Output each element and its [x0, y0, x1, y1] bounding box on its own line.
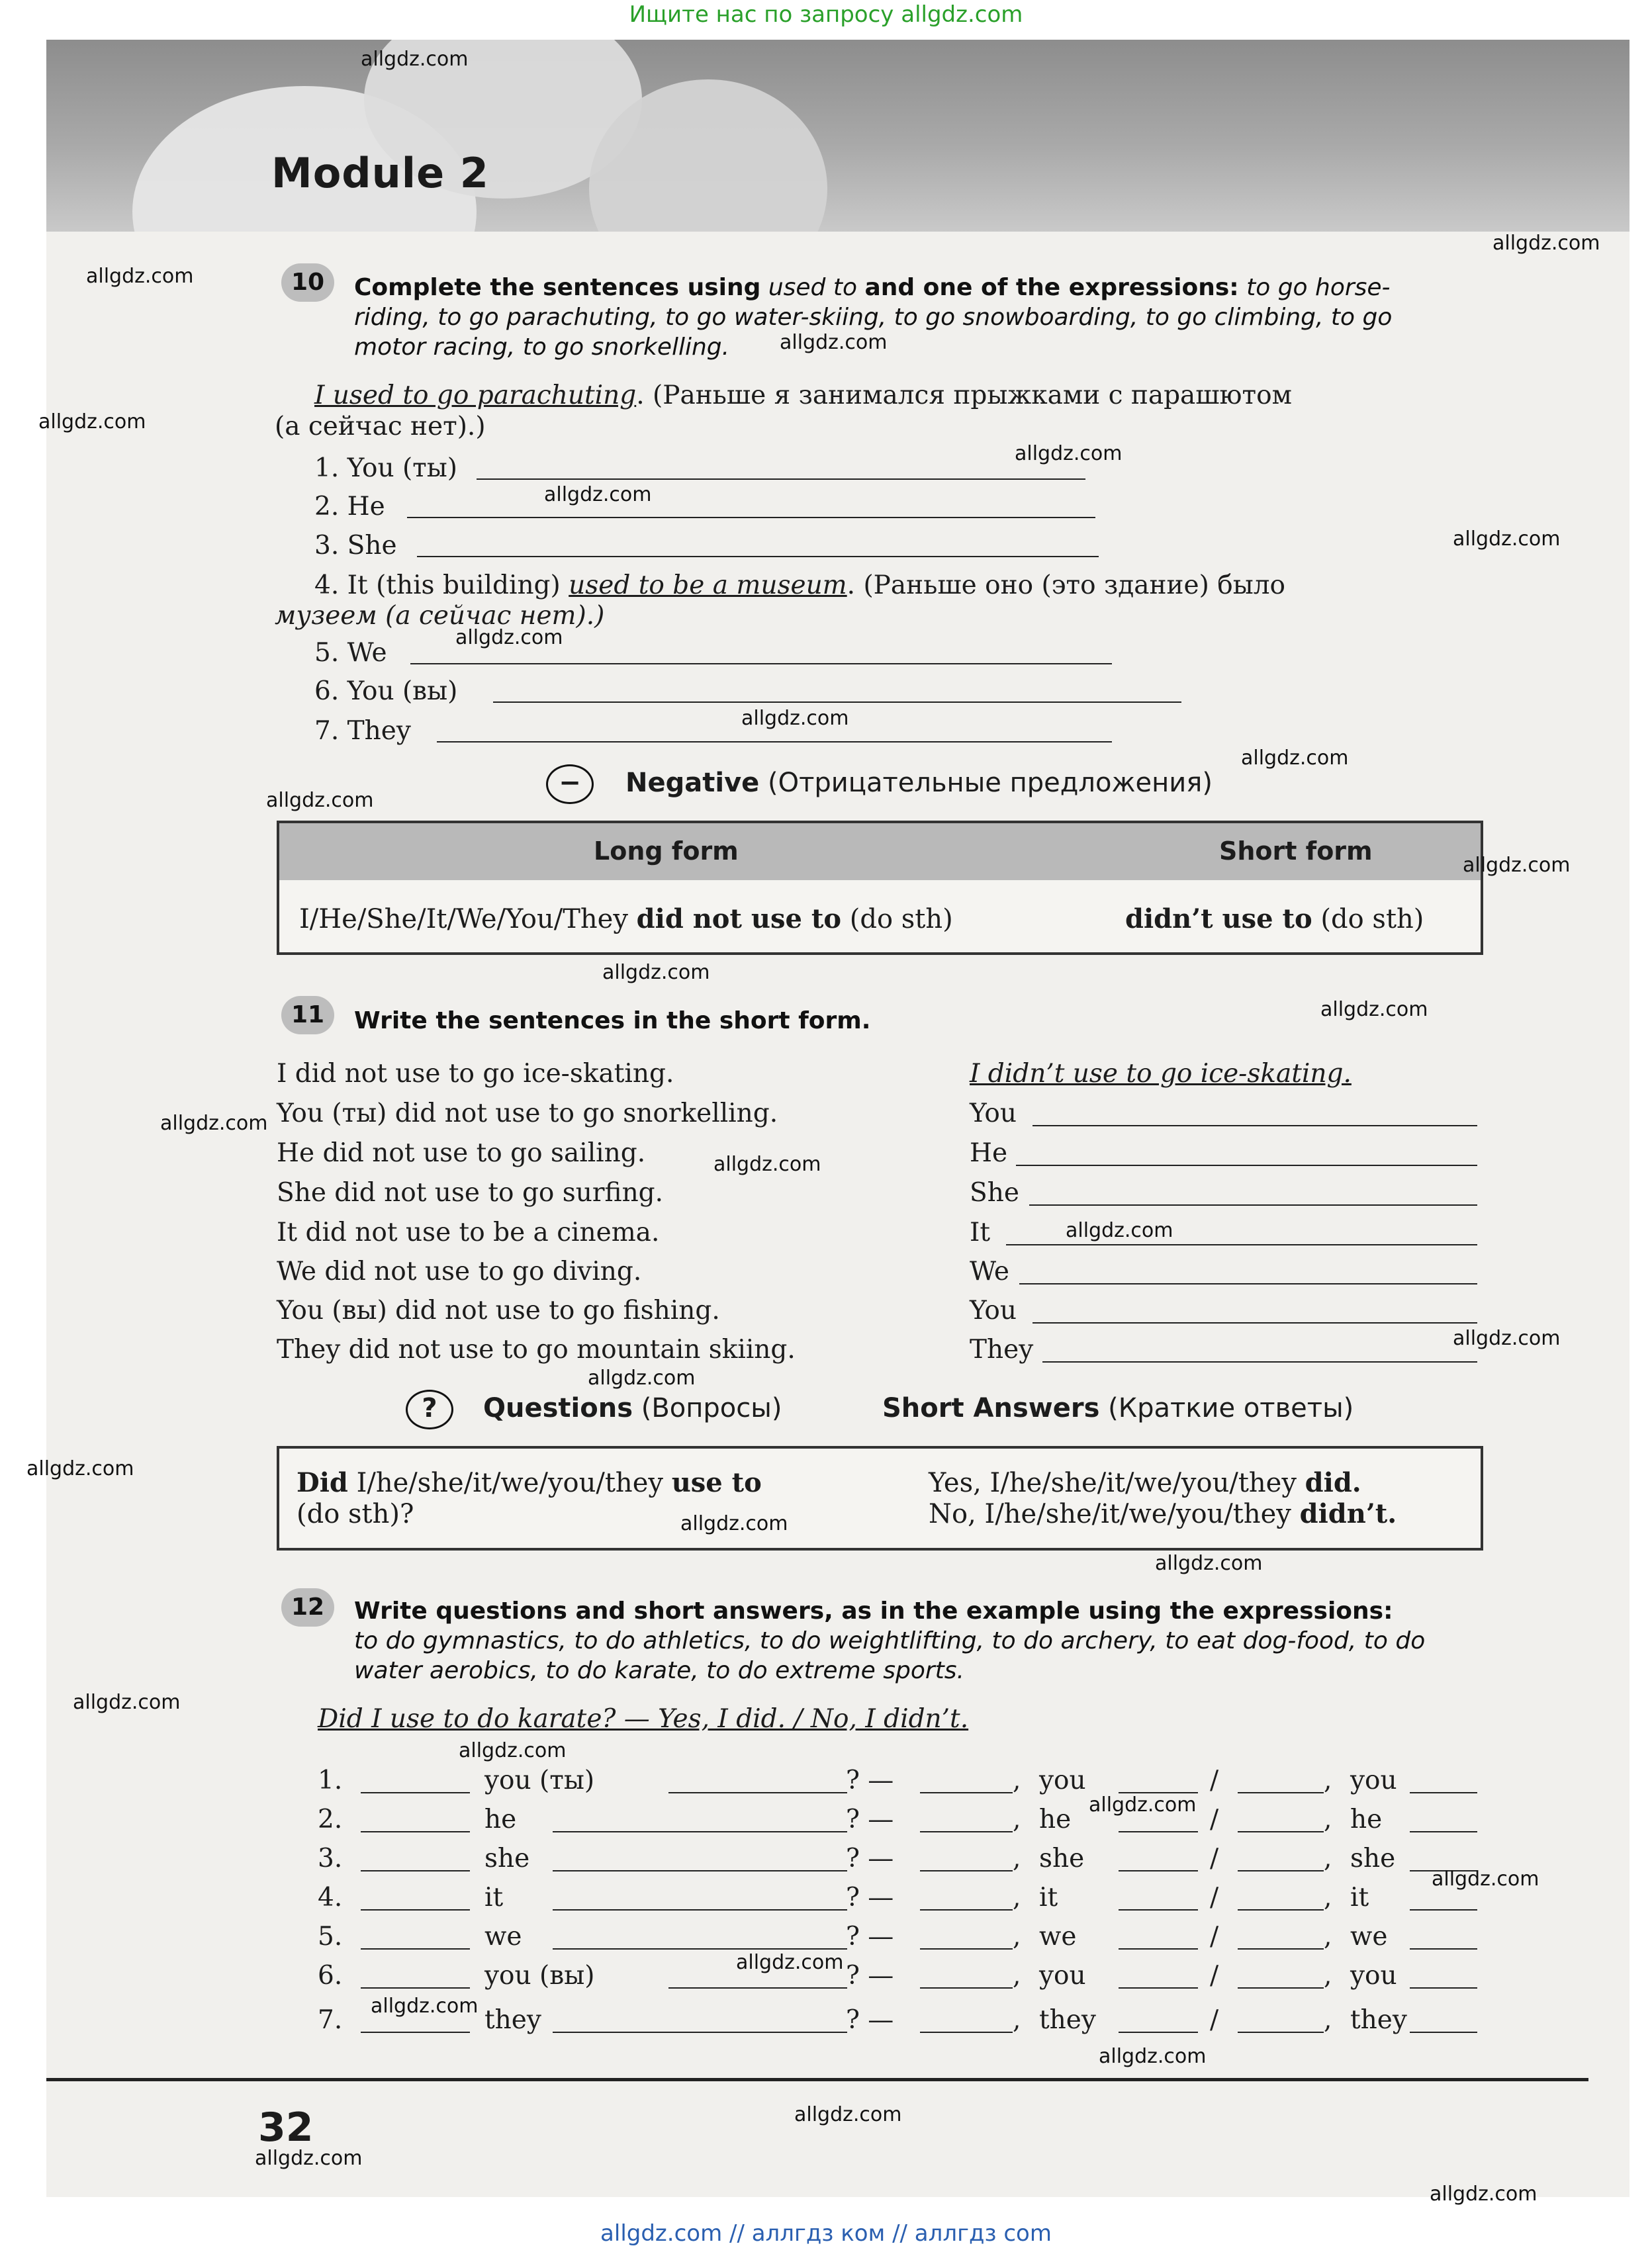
exercise-12-row-comma: ,: [1013, 2005, 1021, 2035]
watermark: allgdz.com: [1015, 442, 1123, 465]
answer-line[interactable]: [361, 1870, 470, 1871]
answer-line[interactable]: [361, 1909, 470, 1911]
exercise-12-row-comma: ,: [1013, 1844, 1021, 1873]
page-number: 32: [258, 2104, 314, 2151]
answer-line[interactable]: [1238, 1909, 1324, 1911]
exercise-11-subject: You: [970, 1296, 1017, 1326]
exercise-11-sentence: It did not use to be a cinema.: [277, 1218, 660, 1247]
watermark: allgdz.com: [26, 1457, 134, 1480]
exercise-11-example-answer: I didn’t use to go ice-skating.: [970, 1059, 1352, 1089]
answer-line[interactable]: [1410, 1987, 1477, 1989]
watermark: allgdz.com: [255, 2147, 363, 2170]
exercise-12-row-answer-subject: you: [1350, 1961, 1397, 1991]
answer-line[interactable]: [1238, 1870, 1324, 1871]
exercise-11-subject: He: [970, 1138, 1008, 1168]
negative-table-header: [279, 823, 1481, 880]
bottom-banner[interactable]: allgdz.com // аллгдз ком // аллгдз com: [600, 2220, 1052, 2247]
watermark: allgdz.com: [1099, 2045, 1207, 2068]
answer-line[interactable]: [553, 1870, 847, 1871]
exercise-12-row-comma: ,: [1013, 1883, 1021, 1913]
exercise-12-row-slash: /: [1210, 1844, 1219, 1873]
answer-line[interactable]: [1119, 2032, 1198, 2033]
exercise-12-row-comma: ,: [1324, 1922, 1332, 1952]
exercise-12-row-comma: ,: [1013, 1805, 1021, 1834]
header-band: [46, 40, 1629, 232]
answer-line[interactable]: [1119, 1909, 1198, 1911]
exercise-12-row-comma: ,: [1324, 1805, 1332, 1834]
watermark: allgdz.com: [459, 1739, 567, 1762]
exercise-12-row-dash: ? —: [846, 1805, 894, 1834]
watermark: allgdz.com: [794, 2103, 902, 2126]
watermark: allgdz.com: [1453, 1327, 1561, 1350]
exercise-12-row-answer-subject: you: [1350, 1766, 1397, 1795]
answer-line[interactable]: [668, 1987, 847, 1989]
exercise-12-row-dash: ? —: [846, 1766, 894, 1795]
watermark: allgdz.com: [86, 265, 194, 288]
watermark: allgdz.com: [713, 1153, 821, 1176]
answer-line[interactable]: [920, 1909, 1013, 1911]
exercise-10-badge: 10: [281, 263, 334, 302]
exercise-12-row-comma: ,: [1324, 1766, 1332, 1795]
exercise-12-row-number: 3.: [318, 1844, 343, 1873]
answer-line[interactable]: [437, 741, 1112, 743]
answer-line[interactable]: [361, 1987, 470, 1989]
exercise-12-row-subject: you (ты): [484, 1766, 595, 1795]
exercise-12-row-slash: /: [1210, 1805, 1219, 1834]
answer-line[interactable]: [920, 1831, 1013, 1832]
exercise-10-item: 5. We: [314, 638, 387, 668]
exercise-12-row-number: 1.: [318, 1766, 343, 1795]
watermark: allgdz.com: [455, 626, 563, 649]
watermark: allgdz.com: [38, 410, 146, 433]
exercise-12-row-slash: /: [1210, 1961, 1219, 1991]
question-form: Did I/he/she/it/we/you/they use to: [297, 1467, 762, 1498]
answer-line[interactable]: [410, 663, 1112, 664]
answer-line[interactable]: [1238, 1792, 1324, 1793]
answer-line[interactable]: [553, 2032, 847, 2033]
answer-line[interactable]: [1410, 1948, 1477, 1950]
answer-line[interactable]: [361, 1792, 470, 1793]
answer-line[interactable]: [668, 1792, 847, 1793]
exercise-12-row-comma: ,: [1013, 1766, 1021, 1795]
exercise-12-badge: 12: [281, 1588, 334, 1627]
exercise-11-sentence: We did not use to go diving.: [277, 1257, 642, 1286]
short-form-header: Short form: [1219, 836, 1373, 866]
watermark: allgdz.com: [588, 1367, 696, 1390]
exercise-10-item: 2. He: [314, 492, 385, 521]
answer-line[interactable]: [1119, 1870, 1198, 1871]
exercise-12-row-answer-subject: he: [1039, 1805, 1072, 1834]
answer-line[interactable]: [1006, 1244, 1477, 1245]
answer-line[interactable]: [1238, 1948, 1324, 1950]
watermark: allgdz.com: [371, 1995, 479, 2018]
watermark: allgdz.com: [736, 1951, 844, 1974]
exercise-12-row-slash: /: [1210, 1922, 1219, 1952]
answer-line[interactable]: [1410, 2032, 1477, 2033]
answer-line[interactable]: [1119, 1948, 1198, 1950]
top-banner[interactable]: Ищите нас по запросу allgdz.com: [629, 1, 1023, 28]
answer-line[interactable]: [361, 1831, 470, 1832]
exercise-11-sentence: They did not use to go mountain skiing.: [277, 1335, 796, 1365]
exercise-11-subject: They: [970, 1335, 1034, 1365]
exercise-12-row-dash: ? —: [846, 1883, 894, 1913]
exercise-12-row-answer-subject: you: [1039, 1766, 1086, 1795]
answer-line[interactable]: [417, 556, 1099, 557]
exercise-11-subject: It: [970, 1218, 991, 1247]
exercise-12-row-subject: we: [484, 1922, 522, 1952]
answer-line[interactable]: [920, 1792, 1013, 1793]
answer-line[interactable]: [1238, 1831, 1324, 1832]
exercise-11-subject: We: [970, 1257, 1009, 1286]
answer-line[interactable]: [361, 1948, 470, 1950]
watermark: allgdz.com: [780, 331, 888, 354]
watermark: allgdz.com: [266, 789, 374, 812]
watermark: allgdz.com: [1430, 2183, 1537, 2206]
exercise-11-sentence: He did not use to go sailing.: [277, 1138, 646, 1168]
exercise-12-row-dash: ? —: [846, 1961, 894, 1991]
exercise-12-row-answer-subject: we: [1039, 1922, 1077, 1952]
exercise-12-row-number: 6.: [318, 1961, 343, 1991]
exercise-12-example: Did I use to do karate? — Yes, I did. / No, I didn’t.: [318, 1704, 969, 1734]
watermark: allgdz.com: [73, 1691, 181, 1714]
exercise-12-row-answer-subject: she: [1039, 1844, 1085, 1873]
module-title: Module 2: [271, 149, 489, 197]
exercise-12-row-comma: ,: [1013, 1961, 1021, 1991]
answer-line[interactable]: [1238, 2032, 1324, 2033]
answer-line[interactable]: [553, 1909, 847, 1911]
watermark: allgdz.com: [1089, 1793, 1197, 1817]
exercise-12-row-answer-subject: they: [1350, 2005, 1407, 2035]
exercise-12-row-answer-subject: we: [1350, 1922, 1388, 1952]
exercise-12-row-dash: ? —: [846, 1922, 894, 1952]
watermark: allgdz.com: [361, 48, 469, 71]
answer-line[interactable]: [1410, 1831, 1477, 1832]
exercise-12-row-number: 4.: [318, 1883, 343, 1913]
answer-line[interactable]: [1119, 1987, 1198, 1989]
answer-line[interactable]: [1019, 1283, 1477, 1284]
exercise-10-item: 3. She: [314, 531, 397, 561]
watermark: allgdz.com: [160, 1112, 268, 1135]
exercise-10-instruction: Complete the sentences using used to and one of the expressions: to go horse- riding, to go parachuting, to go water-skiing, to go snowboarding, to go climbing, to go motor racing, to go snorkelling.: [354, 274, 1393, 361]
questions-heading: Questions (Вопросы): [483, 1393, 782, 1423]
watermark: allgdz.com: [1320, 998, 1428, 1021]
answer-line[interactable]: [553, 1831, 847, 1832]
exercise-12-row-comma: ,: [1324, 1844, 1332, 1873]
answer-line[interactable]: [1042, 1361, 1477, 1363]
exercise-12-row-number: 5.: [318, 1922, 343, 1952]
exercise-10-item-4: 4. It (this building) used to be a museum. (Раньше оно (это здание) было: [314, 570, 1285, 600]
answer-line[interactable]: [1032, 1322, 1477, 1324]
watermark: allgdz.com: [1492, 232, 1600, 255]
watermark: allgdz.com: [1463, 854, 1571, 877]
exercise-12-row-answer-subject: you: [1039, 1961, 1086, 1991]
watermark: allgdz.com: [1066, 1219, 1173, 1242]
exercise-10-item: 7. They: [314, 716, 411, 746]
answer-line[interactable]: [493, 701, 1181, 703]
watermark: allgdz.com: [1432, 1868, 1539, 1891]
watermark: allgdz.com: [544, 483, 652, 506]
answer-line[interactable]: [920, 2032, 1013, 2033]
exercise-12-row-comma: ,: [1324, 1883, 1332, 1913]
exercise-12-row-comma: ,: [1324, 1961, 1332, 1991]
answer-line[interactable]: [920, 1987, 1013, 1989]
exercise-12-row-answer-subject: it: [1039, 1883, 1058, 1913]
watermark: allgdz.com: [1241, 746, 1349, 770]
exercise-11-sentence: You (ты) did not use to go snorkelling.: [277, 1099, 778, 1128]
answer-line[interactable]: [361, 2032, 470, 2033]
exercise-11-sentence: I did not use to go ice-skating.: [277, 1059, 674, 1089]
exercise-10-item-4-translation: музеем (а сейчас нет).): [275, 601, 605, 631]
exercise-11-sentence: You (вы) did not use to go fishing.: [277, 1296, 720, 1326]
exercise-12-row-comma: ,: [1324, 2005, 1332, 2035]
exercise-12-row-answer-subject: she: [1350, 1844, 1396, 1873]
answer-line[interactable]: [1119, 1831, 1198, 1832]
answer-line[interactable]: [920, 1870, 1013, 1871]
exercise-11-instruction: Write the sentences in the short form.: [354, 1007, 871, 1034]
exercise-12-row-answer-subject: he: [1350, 1805, 1383, 1834]
answer-line[interactable]: [1029, 1204, 1477, 1206]
exercise-11-badge: 11: [281, 996, 334, 1034]
exercise-12-row-number: 7.: [318, 2005, 343, 2035]
exercise-12-row-dash: ? —: [846, 1844, 894, 1873]
exercise-12-row-answer-subject: it: [1350, 1883, 1369, 1913]
short-answers-heading: Short Answers (Краткие ответы): [882, 1393, 1354, 1423]
exercise-12-row-dash: ? —: [846, 2005, 894, 2035]
watermark: allgdz.com: [602, 961, 710, 984]
watermark: allgdz.com: [1453, 527, 1561, 551]
exercise-11-subject: You: [970, 1099, 1017, 1128]
exercise-11-subject: She: [970, 1178, 1019, 1208]
exercise-12-row-slash: /: [1210, 1766, 1219, 1795]
exercise-12-row-subject: you (вы): [484, 1961, 595, 1991]
footer-rule: [46, 2078, 1588, 2081]
exercise-12-row-subject: he: [484, 1805, 517, 1834]
question-sign-icon: ?: [406, 1390, 453, 1429]
exercise-12-row-number: 2.: [318, 1805, 343, 1834]
short-answer-no: No, I/he/she/it/we/you/they didn’t.: [929, 1498, 1397, 1529]
answer-line[interactable]: [920, 1948, 1013, 1950]
exercise-12-row-subject: it: [484, 1883, 504, 1913]
question-form-tail: (do sth)?: [297, 1499, 414, 1529]
answer-line[interactable]: [1238, 1987, 1324, 1989]
answer-line[interactable]: [407, 517, 1095, 518]
negative-long-form: I/He/She/It/We/You/They did not use to (do sth): [299, 903, 953, 934]
exercise-12-row-slash: /: [1210, 2005, 1219, 2035]
exercise-12-row-subject: they: [484, 2005, 541, 2035]
short-answer-yes: Yes, I/he/she/it/we/you/they did.: [929, 1467, 1361, 1498]
answer-line[interactable]: [1032, 1125, 1477, 1126]
negative-heading: Negative (Отрицательные предложения): [625, 768, 1213, 798]
exercise-12-row-slash: /: [1210, 1883, 1219, 1913]
watermark: allgdz.com: [1155, 1552, 1263, 1575]
exercise-11-sentence: She did not use to go surfing.: [277, 1178, 664, 1208]
answer-line[interactable]: [477, 478, 1085, 480]
exercise-10-item: 1. You (ты): [314, 453, 458, 483]
exercise-10-example-translation: (а сейчас нет).): [275, 412, 486, 441]
negative-sign-icon: −: [546, 764, 594, 804]
negative-short-form: didn’t use to (do sth): [1125, 903, 1424, 934]
exercise-12-row-answer-subject: they: [1039, 2005, 1096, 2035]
answer-line[interactable]: [1410, 1792, 1477, 1793]
long-form-header: Long form: [594, 836, 739, 866]
watermark: allgdz.com: [741, 707, 849, 730]
exercise-10-item: 6. You (вы): [314, 676, 458, 706]
exercise-12-instruction: Write questions and short answers, as in the example using the expressions: to do gymnastics, to do athletics, to do weightlifting, to do archery, to eat dog-food, to do water aerobics, to do karate, to do extreme sports.: [354, 1598, 1426, 1684]
answer-line[interactable]: [1410, 1909, 1477, 1911]
exercise-12-row-comma: ,: [1013, 1922, 1021, 1952]
watermark: allgdz.com: [680, 1512, 788, 1535]
exercise-12-row-subject: she: [484, 1844, 530, 1873]
answer-line[interactable]: [1016, 1165, 1477, 1166]
answer-line[interactable]: [553, 1948, 847, 1950]
exercise-10-example: I used to go parachuting. (Раньше я занимался прыжками с парашютом: [314, 381, 1292, 410]
